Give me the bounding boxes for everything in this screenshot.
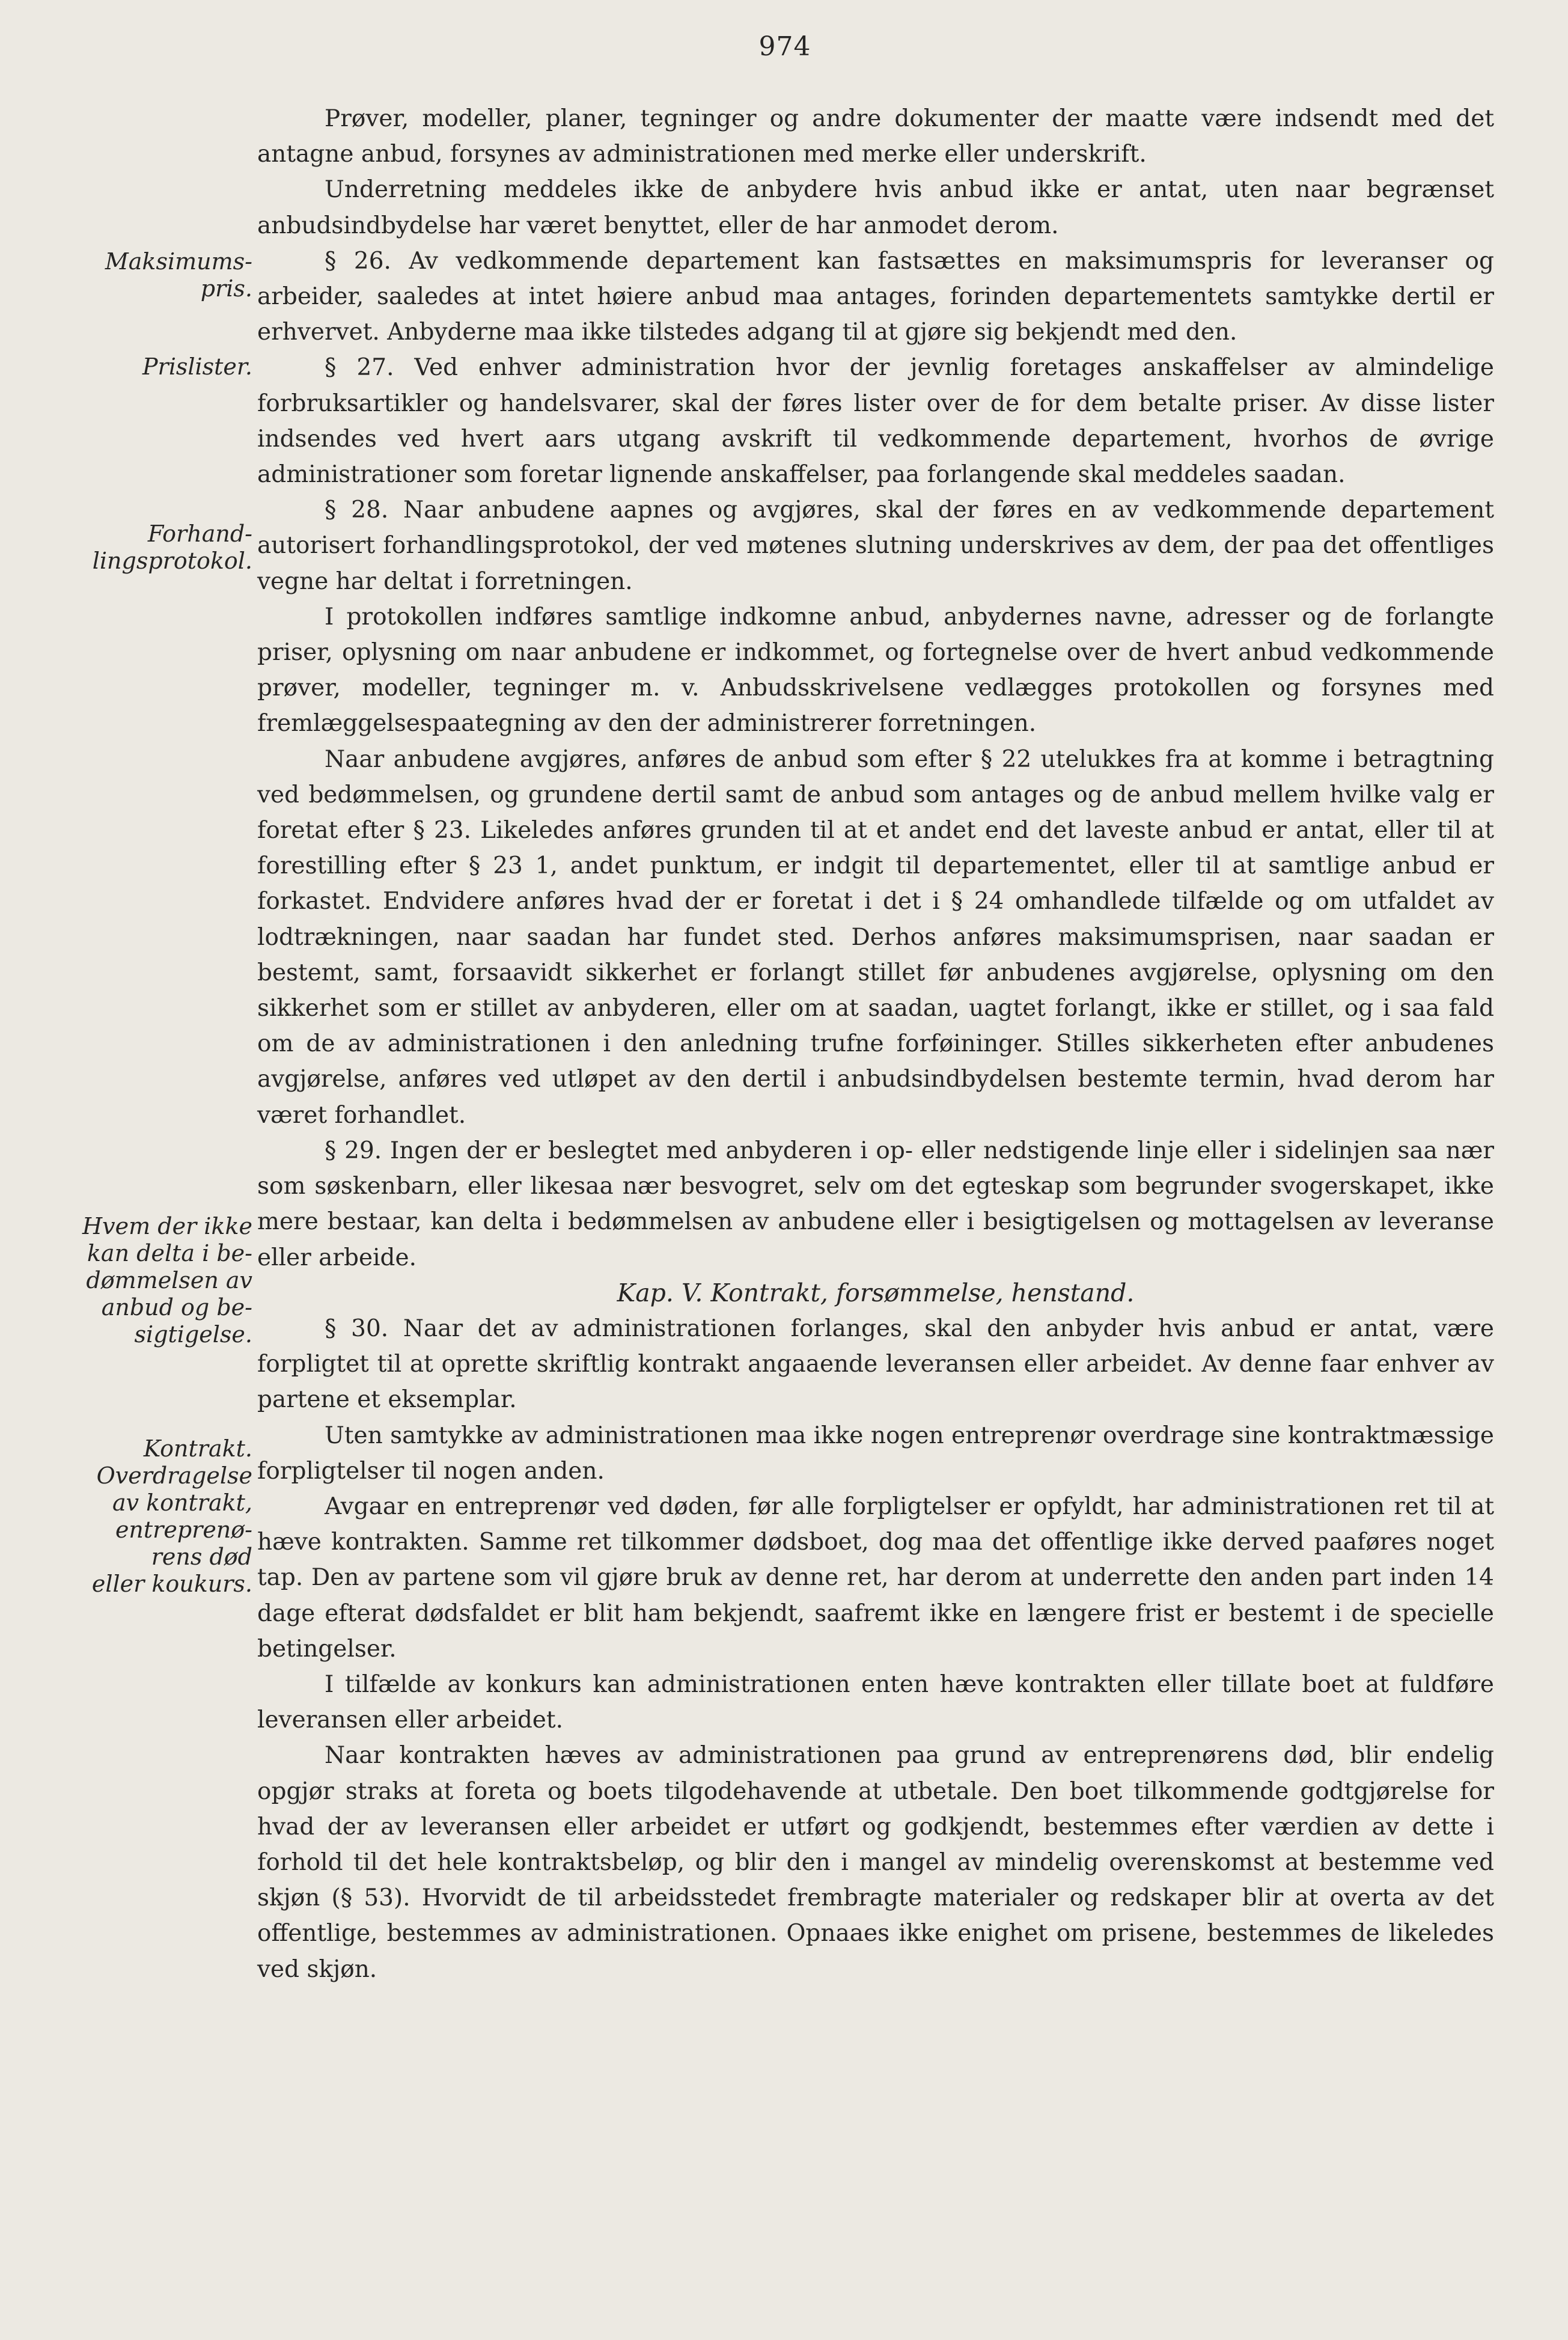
paragraph-proever: Prøver, modeller, planer, tegninger og andre dokumenter der maatte være indsendt med det antagne anbud, forsynes av administrationen med merke eller underskrift. [257,105,1494,168]
margin-note-hvem-der-ikke-kan-delta: Hvem der ikke kan delta i be- dømmelsen av anbud og be- sigtigelse. [82,1213,252,1348]
main-text [257,101,1494,1987]
paragraph-section-26: § 26. Av vedkommende departement kan fastsættes en maksimumspris for leveranser og arbeider, saaledes at intet høiere anbud maa antages, forinden departementets samtykke dertil er erhvervet. Anbyderne maa ikke tilstedes adgang til at gjøre sig bekjendt med den. [257,247,1494,346]
chapter-heading: Kap. V. Kontrakt, forsømmelse, henstand. [617,1278,1135,1307]
margin-note-forhandlingsprotokol: Forhand- lingsprotokol. [92,521,252,574]
paragraph-kontrakten-haeves: Naar kontrakten hæves av administrationen paa grund av entreprenørens død, blir endelig opgjør straks at foreta og boets tilgodehavende at utbetale. Den boet tilkommende godtgjørelse for hvad der av leveransen eller arbeidet er utført og godkjendt, bestemmes efter værdien av dette i forhold til det hele kontraktsbeløp, og blir den i mangel av mindelig overenskomst at bestemme ved skjøn (§ 53). Hvorvidt de til arbeidsstedet frembragte materialer og redskaper blir at overta av det offentlige, bestemmes av administrationen. Opnaaes ikke enighet om prisene, bestemmes de likeledes ved skjøn. [257,1742,1494,1983]
paragraph-protokollen: I protokollen indføres samtlige indkomne anbud, anbydernes navne, adresser og de forlangte priser, oplysning om naar anbudene er indkommet, og fortegnelse over de hvert anbud vedkommende prøver, modeller, tegninger m. v. Anbudsskrivelsene vedlægges protokollen og forsynes med fremlæggelsespaategning av den der administrerer forretningen. [257,603,1494,738]
paragraph-section-27: § 27. Ved enhver administration hvor der jevnlig foretages anskaffelser av almindelige forbruksartikler og handelsvarer, skal der føres lister over de for dem betalte priser. Av disse lister indsendes ved hvert aars utgang avskrift til vedkommende departement, hvorhos de øvrige administrationer som foretar lignende anskaffelser, paa forlangende skal meddeles saadan. [257,354,1494,489]
paragraph-konkurs: I tilfælde av konkurs kan administrationen enten hæve kontrakten eller tillate boet at fuldføre leveransen eller arbeidet. [257,1670,1494,1734]
margin-note-prislister: Prislister. [142,353,252,380]
paragraph-uten-samtykke: Uten samtykke av administrationen maa ikke nogen entreprenør overdrage sine kontraktmæssige forpligtelser til nogen anden. [257,1422,1494,1485]
paragraph-section-28: § 28. Naar anbudene aapnes og avgjøres, skal der føres en av vedkommende departement autorisert forhandlingsprotokol, der ved møtenes slutning underskrives av dem, der paa det offentliges vegne har deltat i forretningen. [257,496,1494,595]
paragraph-section-29: § 29. Ingen der er beslegtet med anbyderen i op- eller nedstigende linje eller i sidelinjen saa nær som søskenbarn, eller likesaa nær besvogret, selv om det egteskap som begrunder svogerskapet, ikke mere bestaar, kan delta i bedømmelsen av anbudene eller i besigtigelsen og mottagelsen av leveranse eller arbeide. [257,1137,1494,1271]
page-number: 974 [758,31,811,62]
margin-note-maksimumspris: Maksimums- pris. [105,248,252,302]
paragraph-avgaar: Avgaar en entreprenør ved døden, før alle forpligtelser er opfyldt, har administrationen ret til at hæve kontrakten. Samme ret tilkommer dødsboet, dog maa det offentlige ikke derved paaføres noget tap. Den av partene som vil gjøre bruk av denne ret, har derom at underrette den anden part inden 14 dage efterat dødsfaldet er blit ham bekjendt, saafremt ikke en længere frist er bestemt i de specielle betingelser. [257,1492,1494,1663]
paragraph-avgjoeres: Naar anbudene avgjøres, anføres de anbud som efter § 22 utelukkes fra at komme i betragtning ved bedømmelsen, og grundene dertil samt de anbud som antages og de anbud mellem hvilke valg er foretat efter § 23. Likeledes anføres grunden til at et andet end det laveste anbud er antat, eller til at forestilling efter § 23 1, andet punktum, er indgit til departementet, eller til at samtlige anbud er forkastet. Endvidere anføres hvad der er foretat i det i § 24 omhandlede tilfælde og om utfaldet av lodtrækningen, naar saadan har fundet sted. Derhos anføres maksimumsprisen, naar saadan er bestemt, samt, forsaavidt sikkerhet er forlangt stillet før anbudenes avgjørelse, oplysning om den sikkerhet som er stillet av anbyderen, eller om at saadan, uagtet forlangt, ikke er stillet, og i saa fald om de av administrationen i den anledning trufne forføininger. Stilles sikkerheten efter anbudenes avgjørelse, anføres ved utløpet av den dertil i anbudsindbydelsen bestemte termin, hvad derom har været forhandlet. [257,745,1494,1129]
paragraph-section-30: § 30. Naar det av administrationen forlanges, skal den anbyder hvis anbud er antat, være forpligtet til at oprette skriftlig kontrakt angaaende leveransen eller arbeidet. Av denne faar enhver av partene et eksemplar. [257,1315,1494,1414]
margin-note-kontrakt: Kontrakt. Overdragelse av kontrakt, entreprenø- rens død eller koukurs. [91,1435,252,1597]
paragraph-underretning: Underretning meddeles ikke de anbydere hvis anbud ikke er antat, uten naar begrænset anbudsindbydelse har været benyttet, eller de har anmodet derom. [257,176,1494,239]
